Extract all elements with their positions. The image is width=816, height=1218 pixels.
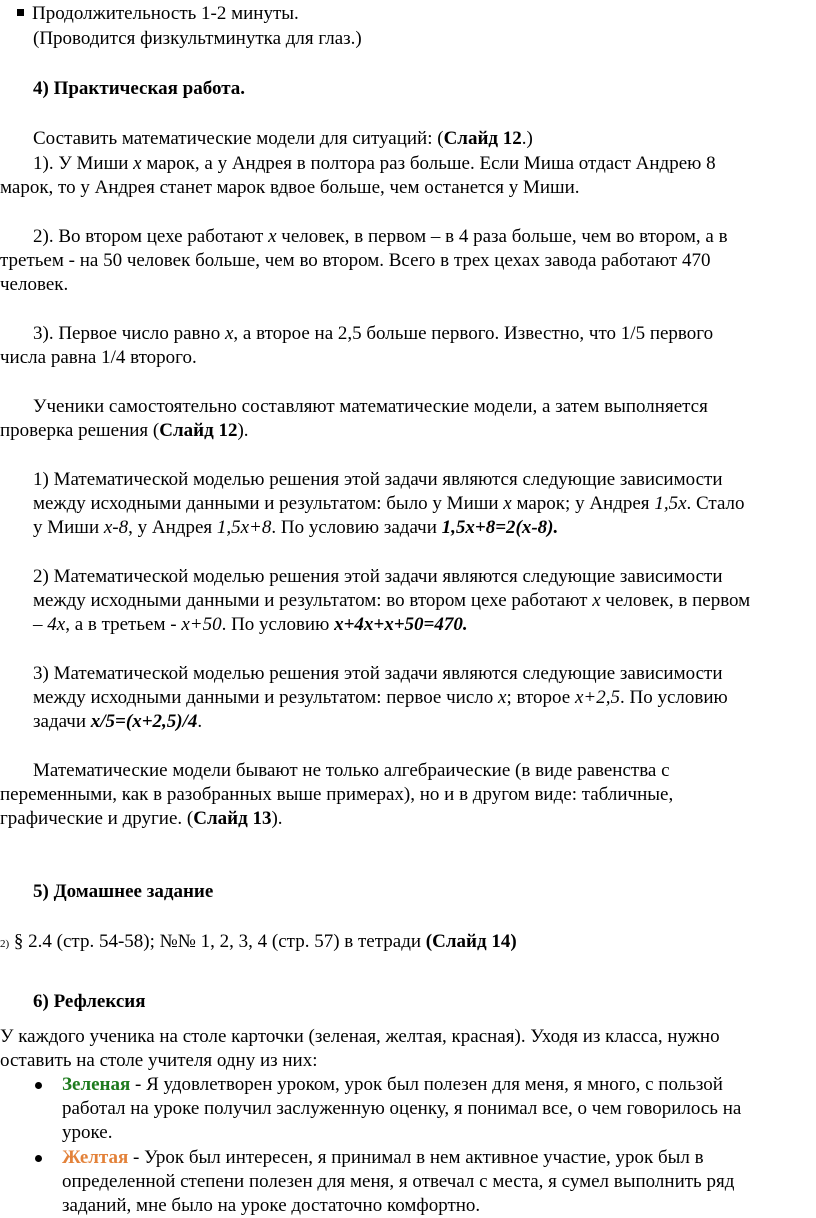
equation-3: x/5=(x+2,5)/4 — [90, 711, 198, 732]
reflection-intro-line-1: У каждого ученика на столе карточки (зеленая, желтая, красная). Уходя из класса, нужно — [0, 1026, 720, 1047]
bullet-dot-icon — [35, 1155, 42, 1162]
section-heading-homework: 5) Домашнее задание — [33, 881, 214, 902]
duration-line: Продолжительность 1-2 минуты. — [17, 2, 299, 26]
solution-3-line-1: 3) Математической моделью решения этой задачи являются следующие зависимости — [33, 663, 723, 684]
solution-3-line-2: между исходными данными и результатом: первое число x; второе x+2,5. По условию — [33, 687, 728, 708]
yellow-card-line-2: определенной степени полезен для меня, я отвечал с места, я сумел выполнить ряд — [62, 1171, 735, 1192]
green-card-line-3: уроке. — [62, 1122, 113, 1143]
students-line-1: Ученики самостоятельно составляют математические модели, а затем выполняется — [33, 396, 708, 417]
students-line-2: проверка решения (Слайд 12). — [0, 420, 249, 441]
yellow-card-line-3: заданий, мне было на уроке достаточно комфортно. — [62, 1195, 481, 1216]
solution-2-line-3: – 4x, а в третьем - x+50. По условию x+4x+x+50=470. — [33, 614, 468, 635]
solution-2-line-1: 2) Математической моделью решения этой задачи являются следующие зависимости — [33, 566, 723, 587]
homework-marker: 2) — [0, 938, 10, 950]
yellow-card-label: Желтая — [62, 1147, 129, 1168]
task-intro: Составить математические модели для ситуаций: (Слайд 12.) — [33, 128, 533, 149]
models-line-1: Математические модели бывают не только алгебраические (в виде равенства с — [33, 760, 670, 781]
homework-line: 2) § 2.4 (стр. 54-58); №№ 1, 2, 3, 4 (стр. 57) в тетради (Слайд 14) — [0, 931, 517, 952]
problem-2-line-3: человек. — [0, 274, 69, 295]
green-card-line-1: Зеленая - Я удовлетворен уроком, урок был полезен для меня, я много, с пользой — [62, 1074, 723, 1095]
solution-2-line-2: между исходными данными и результатом: во втором цехе работают x человек, в первом — [33, 590, 751, 611]
equation-2: x+4x+x+50=470. — [334, 614, 468, 635]
problem-3-line-2: числа равна 1/4 второго. — [0, 347, 197, 368]
square-bullet-icon — [17, 9, 24, 16]
problem-2-line-2: третьем - на 50 человек больше, чем во втором. Всего в трех цехах завода работают 470 — [0, 250, 711, 271]
physical-break-note: (Проводится физкультминутка для глаз.) — [33, 28, 362, 49]
models-line-2: переменными, как в разобранных выше примерах), но и в другом виде: табличные, — [0, 784, 674, 805]
section-heading-practical: 4) Практическая работа. — [33, 78, 246, 99]
problem-3-line-1: 3). Первое число равно x, а второе на 2,5 больше первого. Известно, что 1/5 первого — [33, 323, 714, 344]
solution-1-line-1: 1) Математической моделью решения этой задачи являются следующие зависимости — [33, 469, 723, 490]
problem-1-line-2: марок, то у Андрея станет марок вдвое больше, чем останется у Миши. — [0, 177, 580, 198]
solution-1-line-2: между исходными данными и результатом: было у Миши x марок; у Андрея 1,5x. Стало — [33, 493, 745, 514]
solution-1-line-3: у Миши x-8, у Андрея 1,5x+8. По условию задачи 1,5x+8=2(x-8). — [33, 517, 559, 538]
reflection-intro-line-2: оставить на столе учителя одну из них: — [0, 1050, 318, 1071]
bullet-dot-icon — [35, 1082, 42, 1089]
green-card-line-2: работал на уроке получил заслуженную оценку, я понимал все, о чем говорилось на — [62, 1098, 742, 1119]
models-line-3: графические и другие. (Слайд 13). — [0, 808, 283, 829]
problem-1-line-1: 1). У Миши x марок, а у Андрея в полтора раз больше. Если Миша отдаст Андрею 8 — [33, 153, 716, 174]
problem-2-line-1: 2). Во втором цехе работают x человек, в первом – в 4 раза больше, чем во втором, а в — [33, 226, 728, 247]
green-card-label: Зеленая — [62, 1074, 131, 1095]
solution-3-line-3: задачи x/5=(x+2,5)/4. — [33, 711, 203, 732]
section-heading-reflection: 6) Рефлексия — [33, 991, 146, 1012]
equation-1: 1,5x+8=2(x-8). — [441, 517, 559, 538]
yellow-card-line-1: Желтая - Урок был интересен, я принимал в нем активное участие, урок был в — [62, 1147, 704, 1168]
